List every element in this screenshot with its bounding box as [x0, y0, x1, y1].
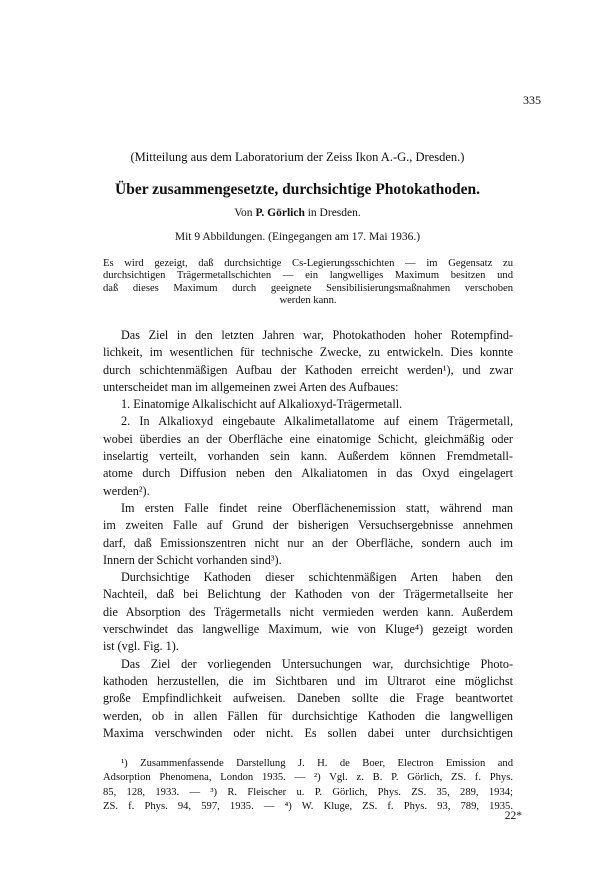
- body-line: kathoden herzustellen, die im Sichtbaren und im Ultrarot eine möglichst: [103, 673, 513, 688]
- author-line: [0, 207, 595, 219]
- article-title: Über zusammengesetzte, durchsichtige Photokathoden.: [115, 181, 480, 198]
- footnote-line: ¹) Zusammenfassende Darstellung J. H. de Boer, Electron Emission and: [121, 758, 513, 769]
- body-line: ist (vgl. Fig. 1).: [103, 639, 179, 654]
- page-number: 335: [523, 93, 541, 107]
- author-name: P. Görlich: [255, 207, 305, 219]
- received-line: Mit 9 Abbildungen. (Eingegangen am 17. Mai 1936.): [174, 231, 421, 243]
- body-line: darf, daß Emissionszentren nicht nur an der Oberfläche, sondern auch im: [103, 535, 513, 550]
- body-line: verschwindet das langwellige Maximum, wie von Kluge⁴) gezeigt worden: [103, 622, 513, 637]
- abstract-line: Es wird gezeigt, daß durchsichtige Cs-Legierungsschichten — im Gegensatz zu: [103, 258, 513, 269]
- footnotes: [103, 757, 513, 814]
- affiliation-line: (Mitteilung aus dem Laboratorium der Zeiss Ikon A.-G., Dresden.): [130, 150, 465, 164]
- body-line: lichkeit, im wesentlichen für technische Zwecke, zu entwickeln. Dies konnte: [103, 345, 513, 360]
- abstract-line: daß dieses Maximum durch geeignete Sensibilisierungsmaßnahmen verschoben: [103, 282, 513, 294]
- footnote-line: ZS. f. Phys. 94, 597, 1935. — ⁴) W. Kluge, ZS. f. Phys. 93, 789, 1935.: [103, 800, 513, 812]
- body-line: Durchsichtige Kathoden dieser schichtenmäßigen Arten haben den: [121, 570, 513, 585]
- body-line: im zweiten Falle auf Grund der bisherigen Versuchsergebnisse annehmen: [103, 518, 513, 533]
- body-line: durch schichtenmäßigen Aufbau der Kathoden erreicht werden¹), und zwar: [103, 362, 513, 377]
- list-item-2: 2. In Alkalioxyd eingebaute Alkalimetallatome auf einem Trägermetall,: [121, 414, 513, 429]
- body-line: werden²).: [103, 483, 150, 498]
- body-line: unterscheidet man im allgemeinen zwei Arten des Aufbaues:: [103, 379, 399, 394]
- author-prefix: Von: [234, 207, 253, 219]
- abstract-line: werden kann.: [279, 294, 337, 306]
- signature-mark: 22*: [504, 810, 522, 822]
- body-line: atome durch Diffusion neben den Alkaliatomen in das Oxyd eingelagert: [103, 466, 513, 481]
- body-line: Das Ziel der vorliegenden Untersuchungen war, durchsichtige Photo-: [121, 656, 513, 671]
- body-line: wobei überdies an der Oberfläche eine einatomige Schicht, gleichmäßig oder: [103, 431, 513, 446]
- author-suffix: in Dresden.: [307, 207, 361, 219]
- body-line: inselartig verteilt, vorhanden sein kann. Außerdem können Fremdmetall-: [103, 449, 513, 464]
- body-line: werden, ob in allen Fällen für durchsichtige Kathoden die langwelligen: [103, 708, 513, 723]
- footnote-line: Adsorption Phenomena, London 1935. — ²) Vgl. z. B. P. Görlich, ZS. f. Phys.: [103, 772, 513, 784]
- body-line: die Absorption des Trägermetalls nicht vermieden werden kann. Außerdem: [103, 604, 513, 619]
- body-line: Im ersten Falle findet reine Oberflächenemission statt, während man: [121, 500, 513, 515]
- footnote-line: 85, 128, 1933. — ³) R. Fleischer u. P. Görlich, Phys. ZS. 35, 289, 1934;: [103, 786, 513, 798]
- body-line: Das Ziel in den letzten Jahren war, Photokathoden hoher Rotempfind-: [121, 328, 513, 342]
- abstract-line: durchsichtigen Trägermetallschichten — ein langwelliges Maximum besitzen und: [103, 270, 513, 282]
- body-line: Nachteil, daß bei Belichtung der Kathoden von der Trägermetallseite her: [103, 587, 513, 602]
- abstract: [103, 258, 513, 307]
- body-line: große Empfindlichkeit aufweisen. Daneben sollte die Frage beantwortet: [103, 691, 513, 706]
- body-text: [103, 327, 513, 742]
- body-line: Innern der Schicht vorhanden sind³).: [103, 552, 282, 567]
- body-line: Maxima verschwinden oder nicht. Es sollen dabei unter durchsichtigen: [103, 725, 513, 740]
- list-item-1: 1. Einatomige Alkalischicht auf Alkalioxyd-Trägermetall.: [121, 397, 403, 412]
